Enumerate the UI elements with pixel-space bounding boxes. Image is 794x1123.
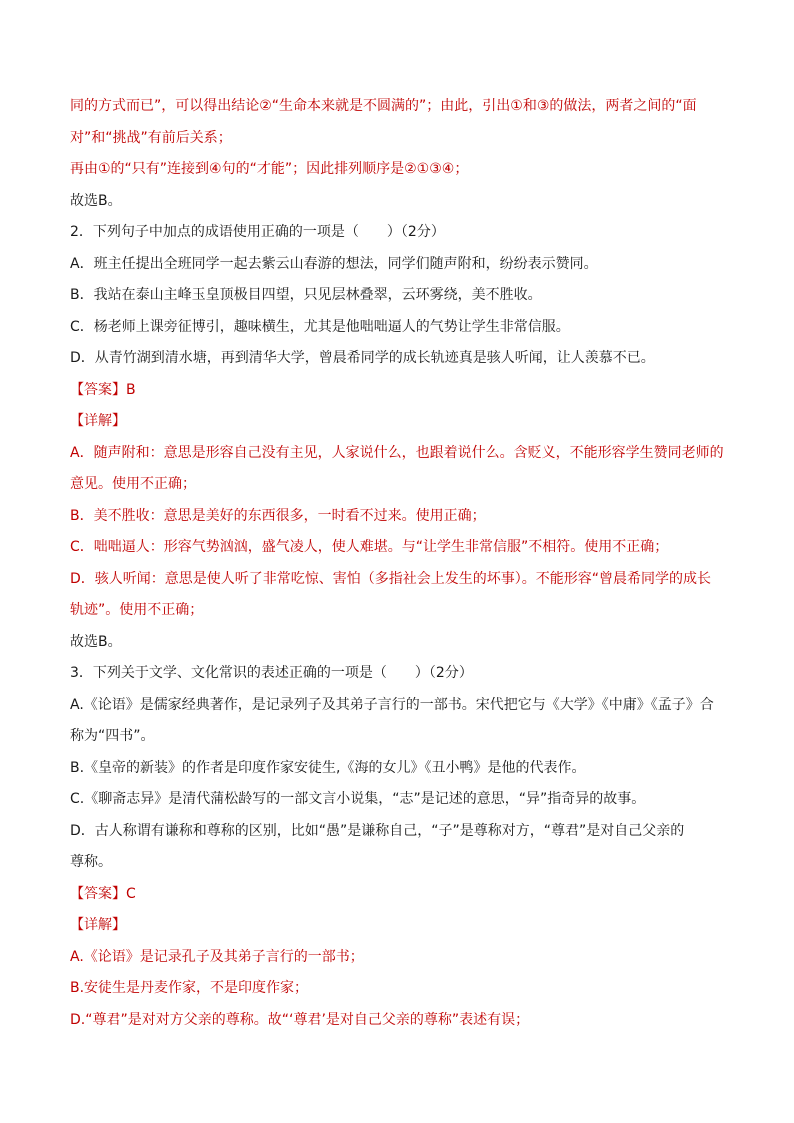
explanation-line: D.“尊君”是对对方父亲的尊称。故“‘尊君’是对自己父亲的尊称”表述有误； [70, 1011, 530, 1028]
question-2-option-c: C．杨老师上课旁征博引，趣味横生，尤其是他咄咄逼人的气势让学生非常信服。 [70, 318, 570, 335]
conclusion-line: 故选B。 [70, 192, 122, 209]
question-2-stem: 2．下列句子中加点的成语使用正确的一项是（ ）（2分） [70, 224, 445, 240]
document-page [70, 96, 730, 1041]
question-2-option-b: B．我站在泰山主峰玉皇顶极目四望，只见层林叠翠，云环雾绕，美不胜收。 [70, 287, 542, 303]
question-3-option-a: A.《论语》是儒家经典著作，是记录列子及其弟子言行的一部书。宋代把它与《大学》《中庸》《孟子》合 [70, 696, 714, 713]
explanation-label: 【详解】 [70, 413, 126, 429]
explanation-line: 轨迹”。使用不正确； [70, 602, 204, 618]
question-3-option-d: D．古人称谓有谦称和尊称的区别，比如“愚”是谦称自己，“子”是尊称对方，“尊君”是对自己父亲的 [70, 822, 685, 839]
explanation-line: 同的方式而已”，可以得出结论②“生命本来就是不圆满的”；由此，引出①和③的做法，两者之间的“面 [70, 98, 697, 114]
question-3-option-c: C.《聊斋志异》是清代蒲松龄写的一部文言小说集，“志”是记述的意思，“异”指奇异的故事。 [70, 791, 646, 807]
explanation-label: 【详解】 [70, 917, 126, 933]
explanation-line: A.《论语》是记录孔子及其弟子言行的一部书； [70, 948, 364, 965]
explanation-line: 对”和“挑战”有前后关系； [70, 129, 232, 146]
question-3-option-d-cont: 尊称。 [70, 854, 112, 870]
conclusion-line: 故选B。 [70, 633, 122, 650]
explanation-line: 意见。使用不正确； [70, 476, 196, 492]
question-3-stem: 3．下列关于文学、文化常识的表述正确的一项是（ ）（2分） [70, 665, 473, 681]
explanation-line: B.安徒生是丹麦作家，不是印度作家； [70, 980, 309, 996]
question-3-option-a-cont: 称为“四书”。 [70, 728, 155, 744]
explanation-line: 再由①的“只有”连接到④句的“才能”；因此排列顺序是②①③④； [70, 161, 469, 177]
explanation-line: A．随声附和：意思是形容自己没有主见，人家说什么，也跟着说什么。含贬义，不能形容学生赞同老师的 [70, 444, 724, 461]
explanation-line: C．咄咄逼人：形容气势汹汹，盛气凌人，使人难堪。与“让学生非常信服”不相符。使用不正确； [70, 539, 669, 555]
answer-label: 【答案】C [70, 885, 136, 902]
question-2-option-a: A．班主任提出全班同学一起去紫云山春游的想法，同学们随声附和，纷纷表示赞同。 [70, 255, 598, 272]
explanation-line: D．骇人听闻：意思是使人听了非常吃惊、害怕（多指社会上发生的坏事）。不能形容“曾晨希同学的成长 [70, 570, 712, 587]
explanation-line: B．美不胜收：意思是美好的东西很多，一时看不过来。使用正确； [70, 507, 486, 524]
question-2-option-d: D．从青竹湖到清水塘，再到清华大学，曾晨希同学的成长轨迹真是骇人听闻，让人羡慕不已。 [70, 350, 655, 366]
answer-label: 【答案】B [70, 381, 136, 398]
question-3-option-b: B.《皇帝的新装》的作者是印度作家安徒生,《海的女儿》《丑小鸭》是他的代表作。 [70, 759, 586, 776]
